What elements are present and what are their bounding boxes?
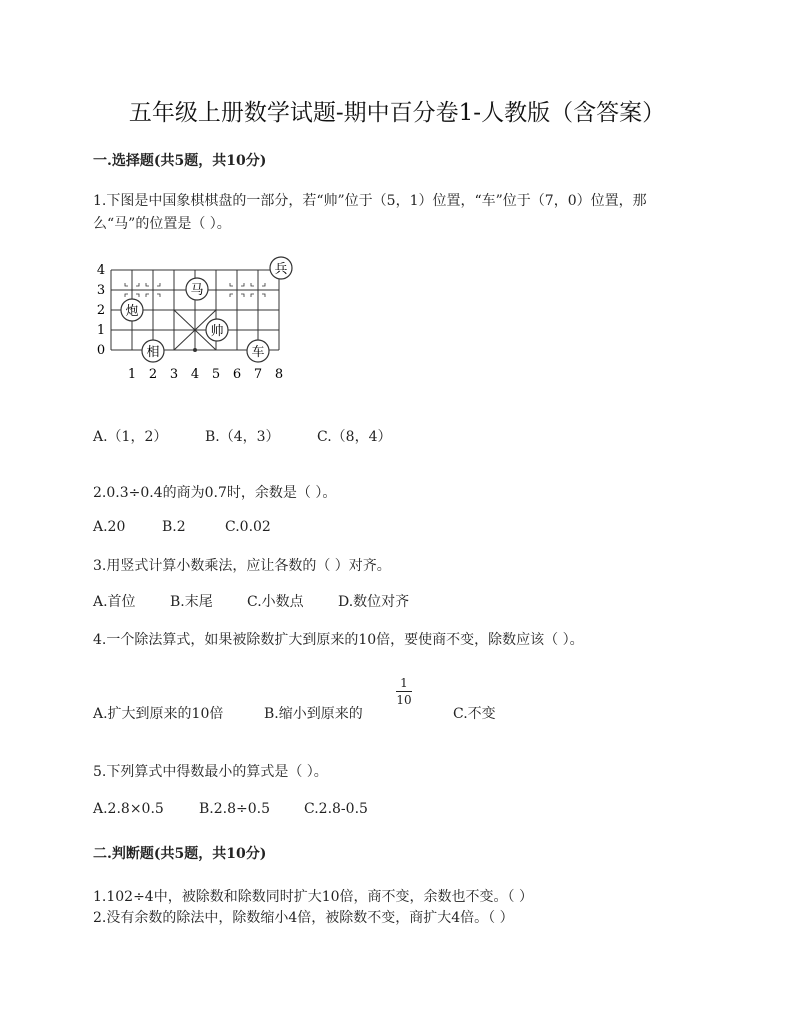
question-1-line-2: 么“马”的位置是（ ）。 <box>93 216 231 232</box>
svg-text:车: 车 <box>251 345 265 360</box>
x-label-7: 7 <box>253 367 263 382</box>
section-heading-judgment: 二.判断题(共5题，共10分) <box>93 846 267 862</box>
x-label-3: 3 <box>169 367 179 382</box>
question-2: 2.0.3÷0.4的商为0.7时，余数是（ ）。 <box>93 485 337 501</box>
q2-option-a[interactable]: A.20 <box>93 519 126 535</box>
svg-text:相: 相 <box>146 345 160 360</box>
y-label-1: 1 <box>96 323 106 338</box>
question-5: 5.下列算式中得数最小的算式是（ ）。 <box>93 764 328 780</box>
x-label-8: 8 <box>274 367 284 382</box>
q2-option-b[interactable]: B.2 <box>162 519 186 535</box>
judgment-2: 2.没有余数的除法中，除数缩小4倍，被除数不变，商扩大4倍。（ ） <box>93 910 514 926</box>
question-1-line-1: 1.下图是中国象棋棋盘的一部分，若“帅”位于（5，1）位置，“车”位于（7，0）位置，那 <box>93 193 647 209</box>
q1-option-a[interactable]: A.（1，2） <box>93 429 168 445</box>
fraction-one-tenth: 1 10 <box>396 676 412 707</box>
q5-option-a[interactable]: A.2.8×0.5 <box>93 801 164 817</box>
piece-shuai <box>206 319 228 341</box>
y-label-4: 4 <box>96 263 106 278</box>
q5-option-b[interactable]: B.2.8÷0.5 <box>199 801 270 817</box>
piece-bing <box>270 257 292 279</box>
q3-option-a[interactable]: A.首位 <box>93 594 136 610</box>
question-3: 3.用竖式计算小数乘法，应让各数的（ ）对齐。 <box>93 558 391 574</box>
piece-pao <box>121 299 143 321</box>
y-label-3: 3 <box>96 283 106 298</box>
svg-text:炮: 炮 <box>125 304 139 319</box>
y-label-2: 2 <box>96 303 106 318</box>
piece-xiang <box>142 340 164 362</box>
q4-option-a[interactable]: A.扩大到原来的10倍 <box>93 706 224 722</box>
x-label-5: 5 <box>211 367 221 382</box>
piece-ma <box>186 278 208 300</box>
svg-text:帅: 帅 <box>210 324 224 339</box>
q4-option-c[interactable]: C.不变 <box>453 706 496 722</box>
q3-option-b[interactable]: B.末尾 <box>170 594 213 610</box>
x-label-6: 6 <box>232 367 242 382</box>
x-label-1: 1 <box>127 367 137 382</box>
y-label-0: 0 <box>96 343 106 358</box>
q1-option-b[interactable]: B.（4，3） <box>205 429 280 445</box>
q3-option-d[interactable]: D.数位对齐 <box>338 594 410 610</box>
q4-option-b[interactable]: B.缩小到原来的 <box>264 706 363 722</box>
q5-option-c[interactable]: C.2.8-0.5 <box>304 801 368 817</box>
point-marker <box>193 348 197 352</box>
svg-text:马: 马 <box>190 283 204 298</box>
q2-option-c[interactable]: C.0.02 <box>225 519 271 535</box>
piece-che <box>247 340 269 362</box>
x-label-4: 4 <box>190 367 200 382</box>
chess-board-figure <box>90 252 305 387</box>
q3-option-c[interactable]: C.小数点 <box>247 594 304 610</box>
judgment-1: 1.102÷4中，被除数和除数同时扩大10倍，商不变，余数也不变。（ ） <box>93 889 533 905</box>
question-4: 4.一个除法算式，如果被除数扩大到原来的10倍，要使商不变，除数应该（ ）。 <box>93 632 584 648</box>
page-title: 五年级上册数学试题-期中百分卷1-人教版（含答案） <box>128 100 666 126</box>
svg-text:兵: 兵 <box>274 262 288 277</box>
section-heading-choice: 一.选择题(共5题，共10分) <box>93 153 267 169</box>
q1-option-c[interactable]: C.（8，4） <box>317 429 392 445</box>
x-label-2: 2 <box>148 367 158 382</box>
